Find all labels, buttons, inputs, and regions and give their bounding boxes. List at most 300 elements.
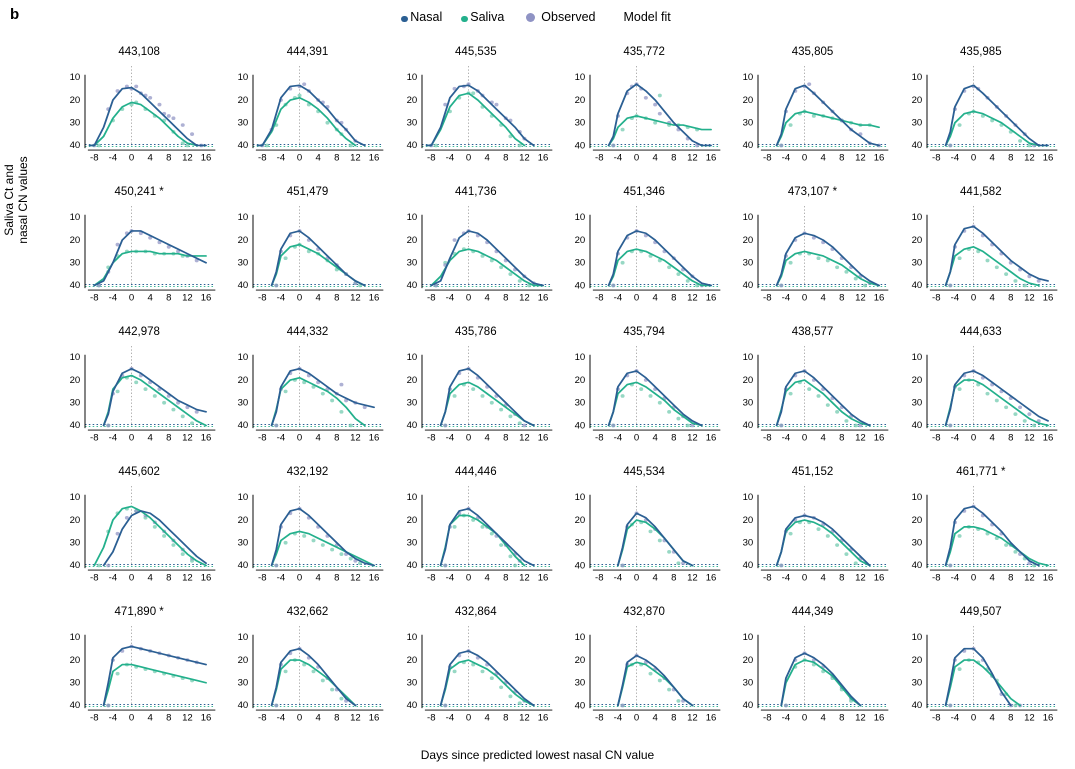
svg-text:8: 8	[671, 292, 677, 303]
facet-plot	[406, 626, 552, 723]
facet-title: 451,346	[623, 186, 665, 198]
observed-point	[508, 272, 512, 276]
svg-text:10: 10	[237, 492, 249, 503]
svg-text:12: 12	[855, 712, 867, 723]
svg-text:30: 30	[406, 117, 417, 128]
observed-point	[667, 550, 671, 554]
svg-text:12: 12	[855, 152, 867, 163]
observed-point	[1018, 139, 1022, 143]
svg-text:12: 12	[687, 432, 698, 443]
observed-point	[845, 419, 849, 423]
observed-point	[106, 704, 110, 708]
observed-point	[780, 284, 784, 288]
observed-point	[303, 82, 307, 86]
facet-title: 461,771 *	[956, 466, 1006, 478]
facet-title: 432,662	[286, 606, 329, 618]
facet-title: 471,890 *	[114, 606, 164, 618]
svg-text:0: 0	[633, 432, 640, 443]
svg-text:40: 40	[406, 560, 417, 571]
svg-text:40: 40	[406, 280, 417, 291]
observed-point	[676, 561, 680, 565]
observed-point	[1004, 543, 1008, 547]
svg-text:-4: -4	[950, 712, 959, 723]
observed-point	[817, 527, 821, 531]
svg-text:16: 16	[874, 432, 885, 443]
svg-text:16: 16	[369, 572, 380, 583]
facet-title: 445,534	[623, 466, 665, 478]
svg-text:-4: -4	[276, 572, 286, 583]
observed-point	[644, 96, 648, 100]
nasal-fit-line	[272, 369, 374, 426]
svg-text:0: 0	[297, 292, 303, 303]
svg-text:12: 12	[1023, 432, 1035, 443]
facet-panel	[55, 44, 223, 184]
facet-panel	[897, 44, 1065, 184]
facet-panel	[728, 464, 896, 604]
observed-point	[621, 564, 625, 568]
svg-text:30: 30	[911, 117, 922, 128]
svg-text:20: 20	[742, 235, 754, 245]
svg-text:12: 12	[350, 432, 362, 443]
nasal-fit-line	[258, 85, 365, 145]
observed-point	[489, 532, 493, 536]
svg-text:-8: -8	[931, 292, 941, 303]
svg-text:12: 12	[855, 432, 867, 443]
svg-text:-4: -4	[781, 572, 791, 583]
svg-text:40: 40	[742, 560, 754, 571]
observed-point	[658, 539, 662, 543]
saliva-fit-line	[777, 520, 870, 565]
svg-text:16: 16	[1042, 712, 1053, 723]
svg-text:20: 20	[574, 235, 586, 245]
facet-plot	[742, 626, 888, 723]
facet-panel	[897, 464, 1065, 604]
observed-point	[284, 390, 288, 394]
x-axis-label: Days since predicted lowest nasal CN value	[420, 748, 655, 762]
facet-grid	[55, 44, 1065, 744]
nasal-fit-line	[104, 646, 206, 705]
observed-point	[275, 564, 279, 568]
observed-point	[1004, 405, 1008, 409]
observed-point	[157, 103, 161, 107]
observed-point	[835, 543, 839, 547]
svg-text:8: 8	[334, 432, 340, 443]
saliva-fit-line	[609, 249, 711, 285]
facet-title: 435,786	[455, 326, 497, 338]
svg-text:4: 4	[820, 572, 827, 583]
observed-point	[780, 564, 784, 568]
facet-panel	[223, 44, 391, 184]
observed-point	[513, 564, 517, 568]
svg-text:4: 4	[820, 152, 827, 163]
svg-text:10: 10	[406, 632, 417, 643]
observed-point	[817, 256, 821, 260]
svg-text:12: 12	[518, 432, 530, 443]
svg-text:-8: -8	[931, 572, 941, 583]
svg-text:0: 0	[970, 292, 976, 303]
panel-label: b	[10, 6, 20, 23]
facet-title: 445,602	[118, 466, 160, 478]
observed-point	[499, 685, 503, 689]
observed-point	[1004, 272, 1008, 276]
observed-point	[97, 144, 101, 148]
observed-point	[863, 284, 867, 288]
observed-point	[190, 132, 194, 136]
observed-point	[854, 424, 858, 428]
saliva-fit-line	[440, 660, 533, 705]
svg-text:40: 40	[237, 560, 249, 571]
svg-text:-4: -4	[445, 572, 454, 583]
facet-plot	[406, 486, 552, 583]
svg-text:-8: -8	[931, 432, 941, 443]
svg-text:12: 12	[518, 712, 530, 723]
svg-text:30: 30	[69, 537, 81, 548]
observed-point	[686, 279, 690, 283]
svg-text:8: 8	[671, 712, 677, 723]
facet-title: 473,107 *	[787, 186, 838, 198]
observed-point	[434, 144, 438, 148]
facet-plot	[911, 486, 1057, 583]
svg-text:12: 12	[182, 292, 193, 303]
svg-text:-4: -4	[950, 292, 959, 303]
facet-panel	[392, 324, 560, 464]
svg-text:12: 12	[350, 292, 362, 303]
svg-text:10: 10	[406, 352, 417, 363]
svg-text:16: 16	[537, 572, 548, 583]
facet-panel	[560, 184, 728, 324]
facet-panel	[223, 184, 391, 324]
observed-point	[106, 424, 110, 428]
saliva-fit-line	[777, 111, 879, 145]
svg-text:10: 10	[742, 352, 754, 363]
svg-text:12: 12	[182, 572, 193, 583]
observed-point	[321, 679, 325, 683]
facet-title: 451,152	[791, 466, 834, 478]
svg-text:30: 30	[911, 537, 922, 548]
svg-text:-8: -8	[90, 712, 99, 723]
facet-plot	[742, 206, 888, 303]
svg-text:-8: -8	[426, 152, 436, 163]
y-axis-label-line2: nasal CN values	[16, 156, 30, 244]
facet-panel	[392, 44, 560, 184]
observed-point	[489, 401, 493, 405]
svg-text:20: 20	[911, 95, 922, 105]
observed-point	[789, 392, 793, 396]
svg-text:12: 12	[1023, 572, 1035, 583]
svg-text:10: 10	[69, 72, 81, 83]
svg-text:-4: -4	[276, 292, 286, 303]
svg-text:20: 20	[574, 515, 586, 525]
observed-point	[948, 284, 952, 288]
observed-point	[658, 401, 662, 405]
observed-point	[658, 112, 662, 116]
observed-point	[1032, 424, 1036, 428]
svg-text:8: 8	[1007, 292, 1014, 303]
svg-text:10: 10	[911, 212, 922, 223]
svg-text:20: 20	[911, 375, 922, 385]
svg-text:-4: -4	[276, 432, 286, 443]
saliva-fit-line	[431, 249, 543, 285]
svg-text:-8: -8	[595, 152, 604, 163]
facet-panel	[728, 184, 896, 324]
svg-text:16: 16	[369, 712, 380, 723]
svg-text:20: 20	[237, 515, 249, 525]
facet-plot	[742, 346, 888, 443]
svg-text:0: 0	[297, 572, 303, 583]
observed-point	[817, 394, 821, 398]
svg-text:30: 30	[574, 677, 586, 688]
svg-text:30: 30	[237, 117, 249, 128]
svg-text:40: 40	[237, 420, 249, 431]
svg-text:40: 40	[911, 280, 922, 291]
observed-point	[303, 534, 307, 538]
svg-text:30: 30	[911, 397, 922, 408]
svg-text:-8: -8	[258, 292, 267, 303]
svg-text:12: 12	[855, 572, 867, 583]
facet-plot	[69, 66, 215, 163]
facet-panel	[560, 324, 728, 464]
svg-text:40: 40	[574, 140, 586, 151]
svg-text:12: 12	[350, 572, 362, 583]
svg-text:4: 4	[820, 432, 827, 443]
svg-text:0: 0	[633, 572, 640, 583]
facet-title: 441,582	[960, 186, 1002, 198]
svg-text:0: 0	[802, 572, 808, 583]
svg-text:-8: -8	[763, 152, 772, 163]
svg-text:30: 30	[406, 257, 417, 268]
facet-panel	[728, 44, 896, 184]
svg-text:12: 12	[182, 712, 193, 723]
svg-text:8: 8	[1007, 152, 1014, 163]
facet-panel	[560, 464, 728, 604]
facet-plot	[69, 626, 215, 723]
facet-plot	[69, 346, 215, 443]
svg-text:0: 0	[297, 432, 303, 443]
observed-point	[162, 534, 166, 538]
svg-text:40: 40	[911, 140, 922, 151]
svg-text:-4: -4	[108, 572, 118, 583]
svg-text:12: 12	[687, 292, 698, 303]
facet-panel	[728, 324, 896, 464]
svg-text:40: 40	[911, 420, 922, 431]
svg-text:0: 0	[465, 152, 471, 163]
svg-text:10: 10	[742, 212, 754, 223]
svg-text:-4: -4	[108, 152, 118, 163]
observed-point	[639, 387, 643, 391]
svg-text:16: 16	[537, 712, 548, 723]
observed-point	[1013, 412, 1017, 416]
svg-text:20: 20	[742, 515, 754, 525]
saliva-fit-line	[782, 660, 861, 705]
saliva-fit-line	[440, 382, 533, 425]
observed-point	[522, 424, 526, 428]
legend	[0, 10, 1075, 24]
facet-plot	[574, 486, 720, 583]
svg-text:30: 30	[69, 117, 81, 128]
observed-point	[826, 403, 830, 407]
saliva-fit-line	[945, 660, 1019, 705]
svg-text:-4: -4	[950, 432, 959, 443]
observed-point	[452, 525, 456, 529]
svg-text:4: 4	[484, 572, 490, 583]
svg-text:10: 10	[742, 72, 754, 83]
svg-text:12: 12	[182, 152, 193, 163]
facet-plot	[406, 66, 552, 163]
observed-point	[653, 103, 657, 107]
observed-point	[845, 552, 849, 556]
svg-text:10: 10	[69, 492, 81, 503]
legend-item-nasal	[404, 10, 442, 24]
observed-point	[854, 277, 858, 281]
facet-plot	[237, 346, 383, 443]
svg-text:-4: -4	[613, 712, 623, 723]
observed-point	[948, 424, 952, 428]
facet-title: 445,535	[455, 46, 497, 58]
facet-panel	[897, 184, 1065, 324]
svg-text:10: 10	[237, 632, 249, 643]
svg-text:4: 4	[652, 712, 658, 723]
saliva-fit-line	[272, 378, 365, 426]
observed-point	[275, 284, 279, 288]
svg-text:0: 0	[970, 712, 976, 723]
facet-plot	[911, 346, 1057, 443]
svg-text:-4: -4	[108, 712, 118, 723]
observed-point	[508, 555, 512, 559]
svg-text:10: 10	[911, 352, 922, 363]
facet-title: 444,446	[455, 466, 497, 478]
observed-point	[480, 394, 484, 398]
svg-text:0: 0	[802, 292, 808, 303]
svg-text:10: 10	[911, 72, 922, 83]
observed-point	[1027, 412, 1031, 416]
facet-plot	[69, 486, 215, 583]
svg-text:-8: -8	[90, 152, 99, 163]
svg-text:0: 0	[970, 432, 976, 443]
svg-text:40: 40	[742, 280, 754, 291]
saliva-fit-line	[104, 665, 206, 706]
svg-text:16: 16	[705, 292, 717, 303]
observed-point	[686, 424, 690, 428]
svg-text:30: 30	[406, 537, 417, 548]
facet-title: 432,192	[286, 466, 329, 478]
svg-text:16: 16	[537, 152, 548, 163]
svg-text:16: 16	[369, 152, 380, 163]
svg-text:4: 4	[652, 432, 658, 443]
facet-title: 435,805	[791, 46, 834, 58]
observed-point	[321, 543, 325, 547]
svg-text:0: 0	[802, 712, 808, 723]
saliva-fit-line	[945, 247, 1038, 286]
svg-text:10: 10	[574, 352, 586, 363]
svg-text:-4: -4	[613, 572, 623, 583]
svg-text:0: 0	[128, 152, 135, 163]
y-axis-label	[2, 100, 30, 300]
svg-text:30: 30	[742, 257, 754, 268]
svg-text:0: 0	[128, 572, 135, 583]
svg-text:8: 8	[671, 572, 677, 583]
facet-panel	[55, 324, 223, 464]
observed-point	[517, 279, 521, 283]
observed-point	[330, 399, 334, 403]
svg-text:30: 30	[911, 677, 922, 688]
observed-point	[1013, 550, 1017, 554]
svg-text:-8: -8	[90, 292, 99, 303]
observed-point	[190, 421, 194, 425]
observed-point	[845, 270, 849, 274]
facet-panel	[897, 604, 1065, 744]
svg-text:8: 8	[839, 292, 845, 303]
observed-point	[948, 704, 952, 708]
svg-text:-4: -4	[445, 432, 454, 443]
svg-text:4: 4	[315, 712, 322, 723]
facet-plot	[742, 486, 888, 583]
observed-point	[106, 564, 110, 568]
svg-text:10: 10	[406, 212, 417, 223]
observed-point	[789, 261, 793, 265]
facet-title: 435,772	[623, 46, 665, 58]
nasal-fit-line	[782, 653, 861, 705]
svg-text:0: 0	[297, 152, 303, 163]
svg-text:0: 0	[970, 572, 976, 583]
nasal-fit-line	[945, 371, 1047, 425]
observed-point	[621, 704, 625, 708]
observed-point	[162, 401, 166, 405]
svg-text:20: 20	[69, 95, 81, 105]
svg-text:16: 16	[874, 152, 885, 163]
observed-point	[452, 394, 456, 398]
facet-panel	[392, 184, 560, 324]
svg-text:40: 40	[742, 700, 754, 711]
svg-text:4: 4	[820, 292, 827, 303]
facet-title: 444,391	[286, 46, 329, 58]
observed-point	[143, 387, 147, 391]
svg-text:40: 40	[911, 560, 922, 571]
facet-panel	[392, 464, 560, 604]
svg-text:-4: -4	[781, 292, 791, 303]
facet-title: 450,241 *	[114, 186, 164, 198]
svg-text:10: 10	[574, 72, 586, 83]
svg-text:-4: -4	[781, 432, 791, 443]
svg-text:10: 10	[237, 72, 249, 83]
facet-panel	[560, 604, 728, 744]
svg-text:40: 40	[69, 280, 81, 291]
svg-text:0: 0	[802, 432, 808, 443]
facet-plot	[911, 626, 1057, 723]
observed-point	[780, 144, 784, 148]
svg-text:16: 16	[705, 152, 717, 163]
svg-text:0: 0	[297, 712, 303, 723]
observed-point	[517, 144, 521, 148]
observed-point	[854, 561, 858, 565]
saliva-fit-line	[945, 527, 1047, 566]
svg-text:30: 30	[237, 537, 249, 548]
nasal-fit-line	[945, 649, 1010, 706]
svg-text:10: 10	[237, 212, 249, 223]
svg-text:30: 30	[406, 397, 417, 408]
facet-title: 444,332	[286, 326, 329, 338]
svg-text:16: 16	[1042, 572, 1053, 583]
observed-point	[116, 672, 120, 676]
svg-text:40: 40	[237, 280, 249, 291]
legend-item-saliva	[464, 10, 504, 24]
y-axis-label-line1: Saliva Ct and	[2, 164, 16, 236]
svg-text:4: 4	[989, 712, 995, 723]
svg-text:12: 12	[1023, 712, 1035, 723]
observed-point	[480, 670, 484, 674]
observed-point	[284, 670, 288, 674]
observed-point	[611, 424, 615, 428]
svg-text:40: 40	[742, 140, 754, 151]
